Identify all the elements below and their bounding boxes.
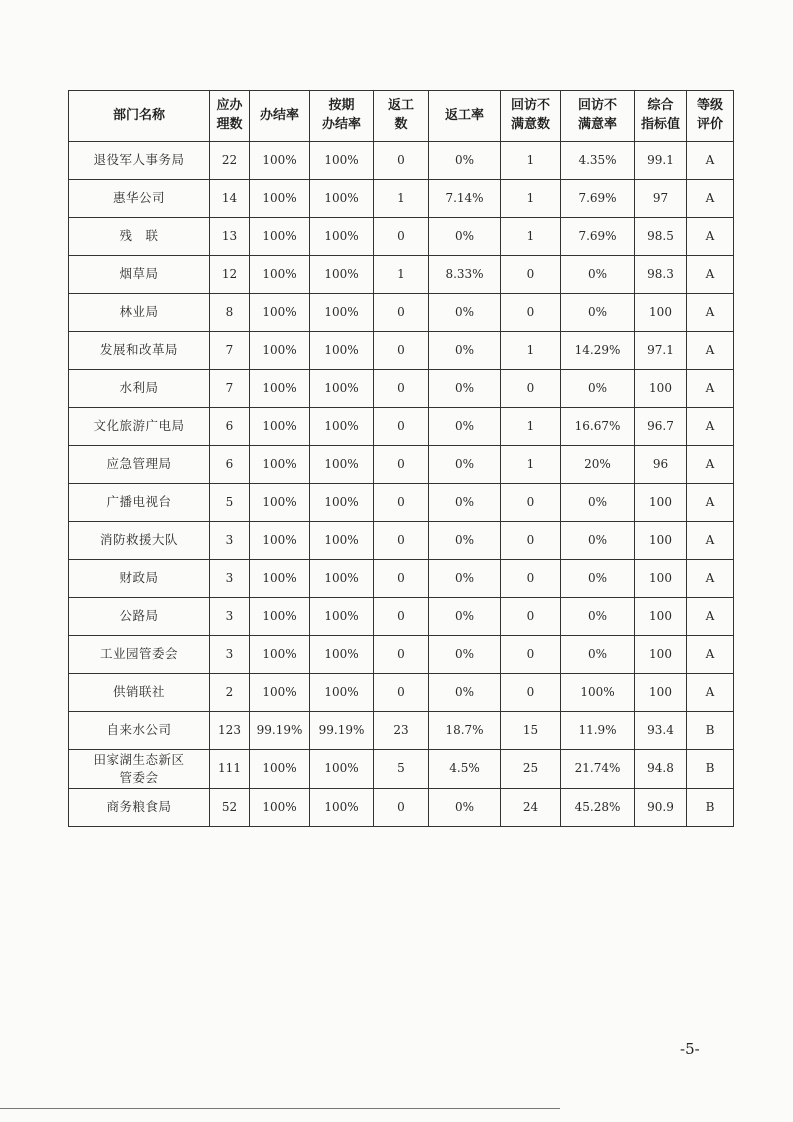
table-cell: 100% [250, 256, 310, 294]
table-cell: 0 [501, 598, 561, 636]
department-name-cell: 财政局 [69, 560, 210, 598]
table-cell: 100% [250, 750, 310, 789]
table-row [69, 484, 734, 522]
department-name-cell: 惠华公司 [69, 180, 210, 218]
table-cell: 100% [250, 142, 310, 180]
table-cell: A [687, 522, 734, 560]
department-name-cell: 文化旅游广电局 [69, 408, 210, 446]
table-cell: 0% [429, 446, 501, 484]
table-cell: 100 [635, 484, 687, 522]
table-cell: 22 [210, 142, 250, 180]
table-cell: 0 [501, 560, 561, 598]
department-name-cell: 应急管理局 [69, 446, 210, 484]
table-cell: 0% [561, 636, 635, 674]
table-cell: 25 [501, 750, 561, 789]
department-name-cell: 林业局 [69, 294, 210, 332]
table-cell: 100% [250, 180, 310, 218]
column-header: 部门名称 [69, 91, 210, 142]
table-cell: 100 [635, 294, 687, 332]
table-cell: A [687, 598, 734, 636]
table-cell: 100% [250, 789, 310, 827]
table-cell: 0% [561, 294, 635, 332]
table-cell: 0 [374, 294, 429, 332]
table-cell: 2 [210, 674, 250, 712]
table-cell: 0 [374, 332, 429, 370]
table-cell: 100% [310, 218, 374, 256]
table-cell: 12 [210, 256, 250, 294]
table-cell: 100% [310, 636, 374, 674]
table-cell: 0 [374, 636, 429, 674]
table-cell: A [687, 674, 734, 712]
table-cell: 0 [501, 294, 561, 332]
table-cell: 1 [501, 180, 561, 218]
table-cell: 100 [635, 370, 687, 408]
table-cell: 100% [310, 750, 374, 789]
table-row [69, 256, 734, 294]
table-cell: 100% [310, 522, 374, 560]
table-body [69, 142, 734, 827]
table-cell: 7.69% [561, 218, 635, 256]
performance-table [68, 90, 734, 827]
table-cell: 100% [250, 484, 310, 522]
table-cell: 1 [501, 142, 561, 180]
table-cell: 11.9% [561, 712, 635, 750]
table-cell: 3 [210, 636, 250, 674]
table-cell: 0 [374, 218, 429, 256]
table-row [69, 332, 734, 370]
table-cell: 100% [310, 484, 374, 522]
table-cell: 100% [310, 674, 374, 712]
column-header: 办结率 [250, 91, 310, 142]
column-header: 回访不 满意数 [501, 91, 561, 142]
table-cell: 0% [429, 674, 501, 712]
table-cell: A [687, 370, 734, 408]
table-cell: 3 [210, 522, 250, 560]
table-cell: 0% [561, 484, 635, 522]
table-cell: 0% [561, 598, 635, 636]
table-cell: 1 [501, 218, 561, 256]
column-header: 返工 数 [374, 91, 429, 142]
table-cell: 0% [429, 522, 501, 560]
table-cell: 7.69% [561, 180, 635, 218]
table-row [69, 180, 734, 218]
table-cell: 3 [210, 560, 250, 598]
table-cell: 100 [635, 674, 687, 712]
table-row [69, 218, 734, 256]
table-cell: 4.5% [429, 750, 501, 789]
table-cell: 52 [210, 789, 250, 827]
table-cell: 0 [374, 598, 429, 636]
table-cell: 20% [561, 446, 635, 484]
table-cell: 1 [374, 180, 429, 218]
table-cell: 111 [210, 750, 250, 789]
table-cell: 1 [374, 256, 429, 294]
table-cell: A [687, 484, 734, 522]
table-cell: 18.7% [429, 712, 501, 750]
table-cell: A [687, 180, 734, 218]
table-cell: 97.1 [635, 332, 687, 370]
column-header: 返工率 [429, 91, 501, 142]
table-cell: 100% [250, 674, 310, 712]
table-cell: 0 [374, 408, 429, 446]
table-cell: 0 [374, 560, 429, 598]
column-header: 综合 指标值 [635, 91, 687, 142]
table-cell: 100% [310, 789, 374, 827]
column-header: 等级 评价 [687, 91, 734, 142]
table-row [69, 712, 734, 750]
department-name-cell: 退役军人事务局 [69, 142, 210, 180]
table-cell: 1 [501, 332, 561, 370]
table-cell: 100% [561, 674, 635, 712]
table-cell: 1 [501, 446, 561, 484]
table-cell: B [687, 750, 734, 789]
table-row [69, 370, 734, 408]
table-cell: 0% [429, 598, 501, 636]
table-cell: 0 [501, 674, 561, 712]
table-cell: 96.7 [635, 408, 687, 446]
table-cell: 7 [210, 370, 250, 408]
table-cell: 0% [429, 560, 501, 598]
table-row [69, 408, 734, 446]
table-cell: 100% [310, 142, 374, 180]
table-cell: 100% [250, 370, 310, 408]
department-name-cell: 工业园管委会 [69, 636, 210, 674]
table-cell: A [687, 408, 734, 446]
table-cell: 24 [501, 789, 561, 827]
table-cell: 16.67% [561, 408, 635, 446]
table-cell: 0 [501, 522, 561, 560]
table-cell: 14 [210, 180, 250, 218]
table-cell: 0% [429, 370, 501, 408]
table-cell: 6 [210, 408, 250, 446]
table-cell: 99.19% [310, 712, 374, 750]
table-row [69, 750, 734, 789]
table-cell: 23 [374, 712, 429, 750]
table-cell: 100% [310, 598, 374, 636]
table-cell: 45.28% [561, 789, 635, 827]
table-cell: 0 [374, 789, 429, 827]
department-name-cell: 田家湖生态新区 管委会 [69, 750, 210, 789]
table-cell: 0 [374, 142, 429, 180]
table-row [69, 636, 734, 674]
table-cell: 98.5 [635, 218, 687, 256]
table-cell: B [687, 789, 734, 827]
table-cell: 93.4 [635, 712, 687, 750]
table-cell: A [687, 256, 734, 294]
table-cell: A [687, 446, 734, 484]
column-header: 回访不 满意率 [561, 91, 635, 142]
column-header: 按期 办结率 [310, 91, 374, 142]
table-row [69, 522, 734, 560]
department-name-cell: 公路局 [69, 598, 210, 636]
table-cell: 100% [310, 332, 374, 370]
department-name-cell: 商务粮食局 [69, 789, 210, 827]
table-cell: 14.29% [561, 332, 635, 370]
table-header-row [69, 91, 734, 142]
table-cell: 100 [635, 560, 687, 598]
department-name-cell: 烟草局 [69, 256, 210, 294]
department-name-cell: 自来水公司 [69, 712, 210, 750]
table-row [69, 446, 734, 484]
table-cell: 100% [250, 598, 310, 636]
table-cell: 100% [250, 560, 310, 598]
table-cell: 0 [374, 370, 429, 408]
table-cell: 0 [501, 484, 561, 522]
table-cell: 0 [501, 636, 561, 674]
department-name-cell: 供销联社 [69, 674, 210, 712]
table-cell: 0% [429, 218, 501, 256]
bottom-rule [0, 1108, 560, 1109]
table-cell: 0 [374, 674, 429, 712]
department-name-cell: 残 联 [69, 218, 210, 256]
table-row [69, 674, 734, 712]
table-cell: 7.14% [429, 180, 501, 218]
table-cell: A [687, 332, 734, 370]
table-cell: 21.74% [561, 750, 635, 789]
table-cell: 4.35% [561, 142, 635, 180]
table-cell: 0% [429, 408, 501, 446]
table-cell: B [687, 712, 734, 750]
department-name-cell: 水利局 [69, 370, 210, 408]
table-cell: 6 [210, 446, 250, 484]
table-cell: 0 [374, 446, 429, 484]
table-cell: 100% [310, 446, 374, 484]
table-cell: 100% [250, 332, 310, 370]
table-cell: 0% [429, 484, 501, 522]
table-cell: 99.1 [635, 142, 687, 180]
column-header: 应办 理数 [210, 91, 250, 142]
table-cell: 8 [210, 294, 250, 332]
table-cell: 100 [635, 636, 687, 674]
table-row [69, 560, 734, 598]
table-cell: 100% [310, 560, 374, 598]
table-cell: 100% [250, 522, 310, 560]
table-cell: 15 [501, 712, 561, 750]
table-cell: 0% [429, 789, 501, 827]
table-cell: 0% [429, 142, 501, 180]
table-cell: 100% [310, 256, 374, 294]
table-cell: 123 [210, 712, 250, 750]
table-cell: A [687, 560, 734, 598]
table-cell: 100% [250, 294, 310, 332]
table-cell: 0 [374, 522, 429, 560]
table-cell: 100% [250, 636, 310, 674]
page-number: -5- [680, 1040, 700, 1058]
table-cell: 100% [310, 370, 374, 408]
table-cell: 100% [310, 180, 374, 218]
table-cell: 100 [635, 598, 687, 636]
table-cell: 96 [635, 446, 687, 484]
table-cell: 7 [210, 332, 250, 370]
table-cell: 0% [429, 294, 501, 332]
table-cell: 90.9 [635, 789, 687, 827]
table-cell: 0 [501, 256, 561, 294]
table-row [69, 598, 734, 636]
table-cell: 98.3 [635, 256, 687, 294]
table-cell: 0% [561, 370, 635, 408]
table-row [69, 789, 734, 827]
table-cell: 8.33% [429, 256, 501, 294]
table-cell: 94.8 [635, 750, 687, 789]
table-cell: A [687, 294, 734, 332]
table-cell: A [687, 142, 734, 180]
table-cell: 5 [374, 750, 429, 789]
table-row [69, 142, 734, 180]
table-cell: 0% [561, 256, 635, 294]
table-cell: A [687, 218, 734, 256]
table-cell: 99.19% [250, 712, 310, 750]
table-cell: 1 [501, 408, 561, 446]
table-cell: 3 [210, 598, 250, 636]
table-cell: 0% [561, 522, 635, 560]
table-cell: 0% [561, 560, 635, 598]
table-cell: 5 [210, 484, 250, 522]
table-cell: 13 [210, 218, 250, 256]
table-cell: 100% [250, 218, 310, 256]
table-row [69, 294, 734, 332]
table-cell: 0% [429, 332, 501, 370]
table-cell: 97 [635, 180, 687, 218]
table-cell: 100% [250, 446, 310, 484]
table-cell: 0% [429, 636, 501, 674]
department-name-cell: 发展和改革局 [69, 332, 210, 370]
department-name-cell: 消防救援大队 [69, 522, 210, 560]
department-name-cell: 广播电视台 [69, 484, 210, 522]
table-cell: 0 [501, 370, 561, 408]
table-cell: 100% [250, 408, 310, 446]
table-cell: 0 [374, 484, 429, 522]
table-cell: A [687, 636, 734, 674]
table-cell: 100% [310, 294, 374, 332]
table-cell: 100% [310, 408, 374, 446]
table-cell: 100 [635, 522, 687, 560]
